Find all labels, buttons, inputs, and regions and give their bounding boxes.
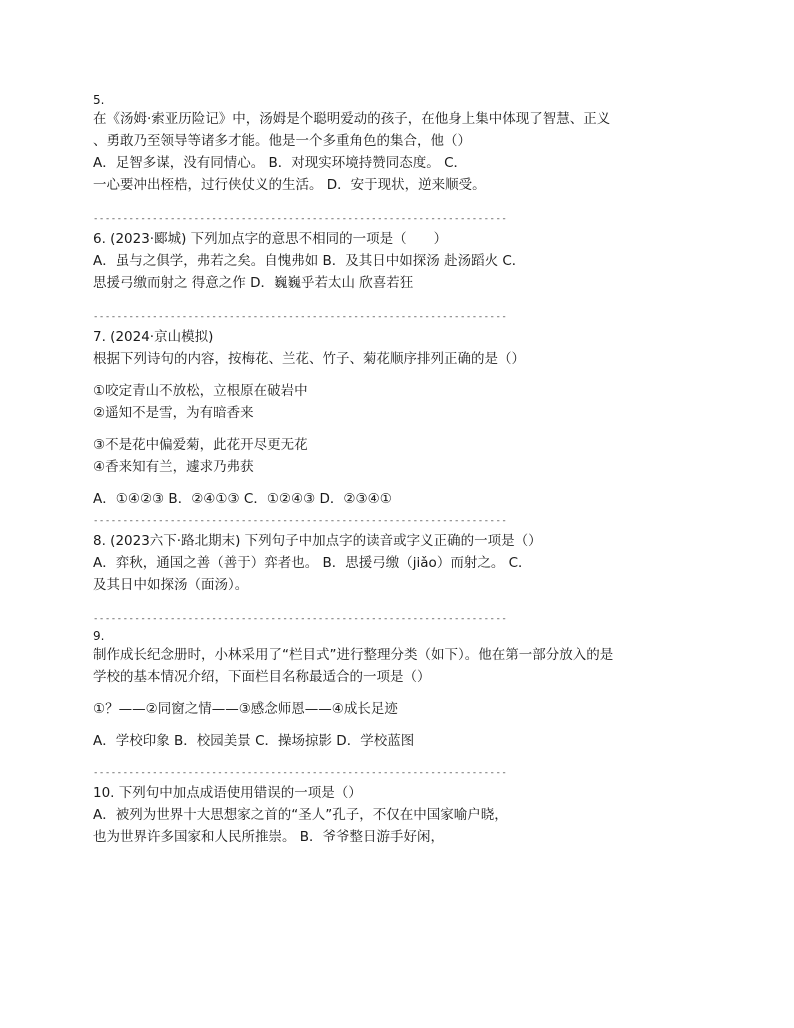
question-8 [93, 530, 713, 596]
question-text: 6. (2023·郾城) 下列加点字的意思不相同的一项是（ ） [93, 231, 448, 247]
poem-line: ③不是花中偏爱菊，此花开尽更无花 [93, 437, 308, 453]
answer-options: A．学校印象 B．校园美景 C．操场掠影 D．学校蓝图 [93, 733, 415, 749]
answer-options: A．弈秋，通国之善（善于）弈者也。 B．思援弓缴（jiǎo）而射之。 C． [93, 555, 532, 571]
separator-line: ---------------------------------------------------------------------- [93, 312, 508, 322]
question-6 [93, 228, 713, 294]
question-7 [93, 326, 713, 510]
question-text: 学校的基本情况介绍，下面栏目名称最适合的一项是（） [93, 669, 431, 685]
answer-options: 一心要冲出桎梏，过行侠仗义的生活。 D．安于现状，逆来顺受。 [93, 177, 486, 193]
answer-options: 思援弓缴而射之 得意之作 D．巍巍乎若太山 欣喜若狂 [93, 275, 414, 291]
answer-options: 也为世界许多国家和人民所推崇。 B．爷爷整日游手好闲， [93, 829, 445, 845]
question-5 [93, 92, 713, 196]
question-text: 根据下列诗句的内容，按梅花、兰花、竹子、菊花顺序排列正确的是（） [93, 351, 525, 367]
question-text: 、勇敢乃至领导等诸多才能。他是一个多重角色的集合，他（） [93, 133, 471, 149]
document-page [93, 92, 713, 848]
poem-line: ②遥知不是雪，为有暗香来 [93, 405, 254, 421]
answer-options: A．足智多谋，没有同情心。 B．对现实环境持赞同态度。 C． [93, 155, 468, 171]
answer-options: 及其日中如探汤（面汤）。 [93, 577, 249, 593]
separator-line: ---------------------------------------------------------------------- [93, 768, 508, 778]
question-10 [93, 782, 713, 848]
separator-line: ---------------------------------------------------------------------- [93, 516, 508, 526]
column-sequence: ①？——②同窗之情——③感念师恩——④成长足迹 [93, 701, 398, 717]
question-text: 在《汤姆·索亚历险记》中，汤姆是个聪明爱动的孩子，在他身上集中体现了智慧、正义 [93, 111, 611, 127]
separator-line: ---------------------------------------------------------------------- [93, 614, 508, 624]
poem-line: ④香来知有兰，遽求乃弗获 [93, 459, 254, 475]
answer-options: A．虽与之俱学，弗若之矣。自愧弗如 B．及其日中如探汤 赴汤蹈火 C． [93, 253, 526, 269]
question-9 [93, 628, 713, 752]
question-number: 5. [93, 93, 105, 107]
answer-options: A．①④②③ B．②④①③ C．①②④③ D．②③④① [93, 491, 392, 507]
answer-options: A．被列为世界十大思想家之首的“圣人”孔子，不仅在中国家喻户晓， [93, 807, 508, 823]
question-source: 7. (2024·京山模拟) [93, 329, 214, 345]
question-text: 8. (2023六下·路北期末) 下列句子中加点字的读音或字义正确的一项是（） [93, 533, 542, 549]
poem-line: ①咬定青山不放松，立根原在破岩中 [93, 383, 308, 399]
question-number: 9. [93, 629, 105, 643]
question-text: 制作成长纪念册时，小林采用了“栏目式”进行整理分类（如下）。他在第一部分放入的是 [93, 647, 614, 663]
separator-line: ---------------------------------------------------------------------- [93, 214, 508, 224]
question-text: 10. 下列句中加点成语使用错误的一项是（） [93, 785, 362, 801]
